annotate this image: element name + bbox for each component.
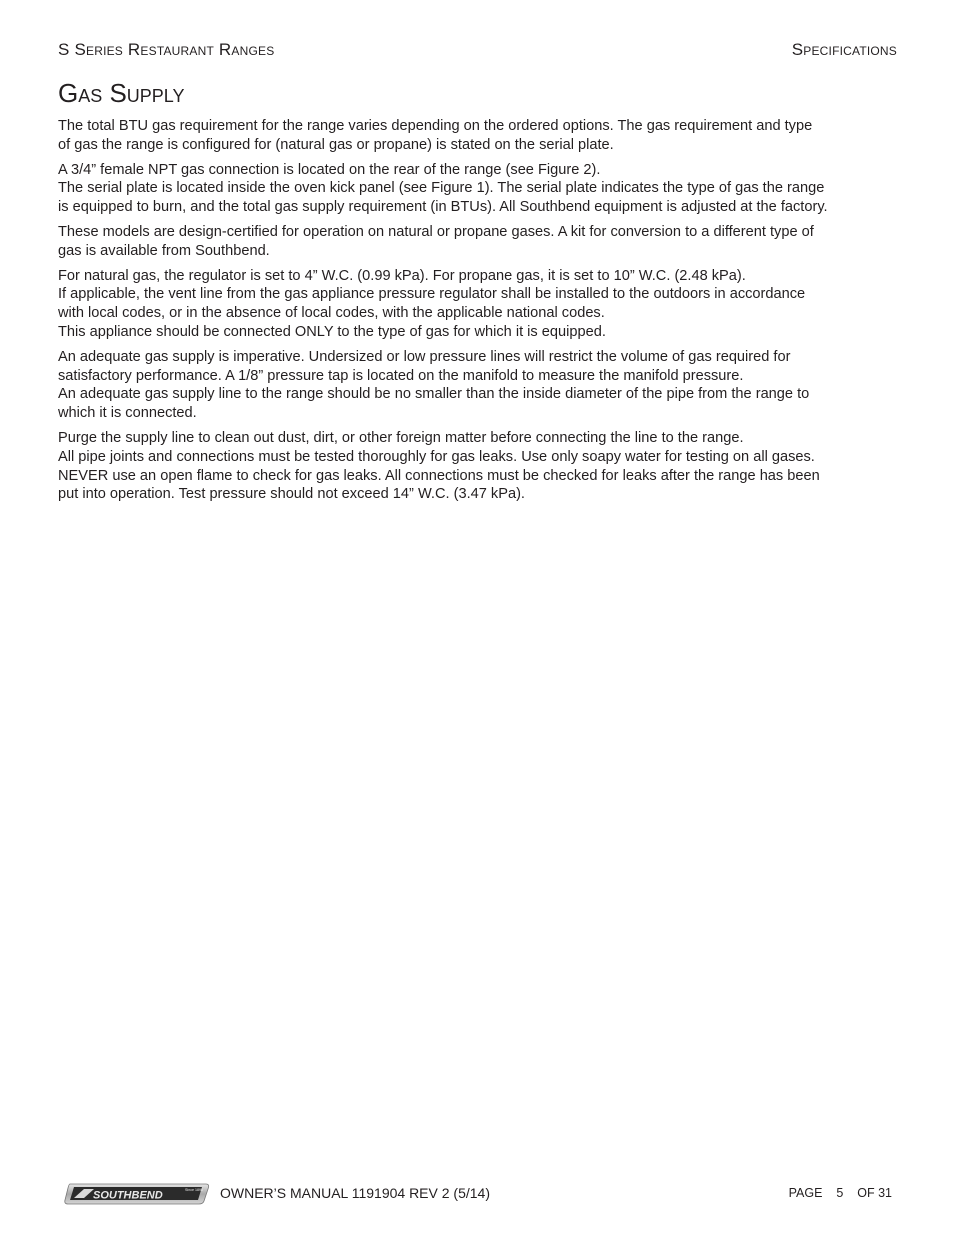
paragraph-5: [58, 348, 828, 423]
paragraph-2: [58, 161, 828, 217]
footer-manual-id: OWNER’S MANUAL 1191904 REV 2 (5/14): [220, 1185, 490, 1201]
paragraph-line: If applicable, the vent line from the gas appliance pressure regulator shall be installed to the outdoors in accordance with local codes, or in the absence of local codes, with the applicable national codes.: [58, 286, 806, 322]
paragraph-line: Purge the supply line to clean out dust, dirt, or other foreign matter before connecting the line to the range.: [58, 429, 744, 446]
body-text: [58, 117, 828, 510]
paragraph-line: This appliance should be connected ONLY to the type of gas for which it is equipped.: [58, 323, 606, 340]
header-section-label: Specifications: [791, 40, 897, 59]
paragraph-line: An adequate gas supply line to the range should be no smaller than the inside diameter of the pipe from the range to which it is connected.: [58, 386, 810, 422]
paragraph-line: An adequate gas supply is imperative. Undersized or low pressure lines will restrict the volume of gas required for satisfactory performance. A 1/8” pressure tap is located on the manifold to measure the manifold pressure.: [58, 348, 791, 384]
paragraph-line: For natural gas, the regulator is set to 4” W.C. (0.99 kPa). For propane gas, it is set to 10” W.C. (2.48 kPa).: [58, 267, 746, 284]
paragraph-6: [58, 429, 828, 504]
paragraph-line: These models are design-certified for operation on natural or propane gases. A kit for conversion to a different type of gas is available from Southbend.: [58, 223, 814, 259]
paragraph-3: [58, 223, 828, 261]
paragraph-line: The total BTU gas requirement for the range varies depending on the ordered options. The gas requirement and type of gas the range is configured for (natural gas or propane) is stated on the serial plate.: [58, 118, 813, 153]
logo-wordmark: SOUTHBEND: [93, 1189, 163, 1202]
page-label: PAGE: [788, 1186, 823, 1200]
paragraph-line: The serial plate is located inside the oven kick panel (see Figure 1). The serial plate indicates the type of gas the range is equipped to burn, and the total gas supply requirement (in BTUs). All Southbend equipment is adjusted at the factory.: [58, 180, 828, 216]
page-footer: [64, 1183, 892, 1205]
southbend-logo-icon: [64, 1183, 210, 1205]
paragraph-line: All pipe joints and connections must be tested thoroughly for gas leaks. Use only soapy water for testing on all gases. NEVER use an open flame to check for gas leaks. All connections must be checked for leaks after the range has been put into operation. Test pressure should not exceed 14” W.C. (3.47 kPa).: [58, 448, 820, 503]
paragraph-line: A 3/4” female NPT gas connection is located on the rear of the range (see Figure 2).: [58, 161, 601, 178]
paragraph-1: [58, 117, 828, 155]
header-series-title: S Series Restaurant Ranges: [58, 40, 275, 59]
footer-page-number: [789, 1186, 892, 1200]
logo-tagline: Since 1898: [185, 1188, 203, 1192]
page-total: OF 31: [857, 1186, 892, 1200]
paragraph-4: [58, 267, 828, 342]
page-number: 5: [836, 1186, 844, 1200]
section-title: Gas Supply: [58, 78, 185, 108]
